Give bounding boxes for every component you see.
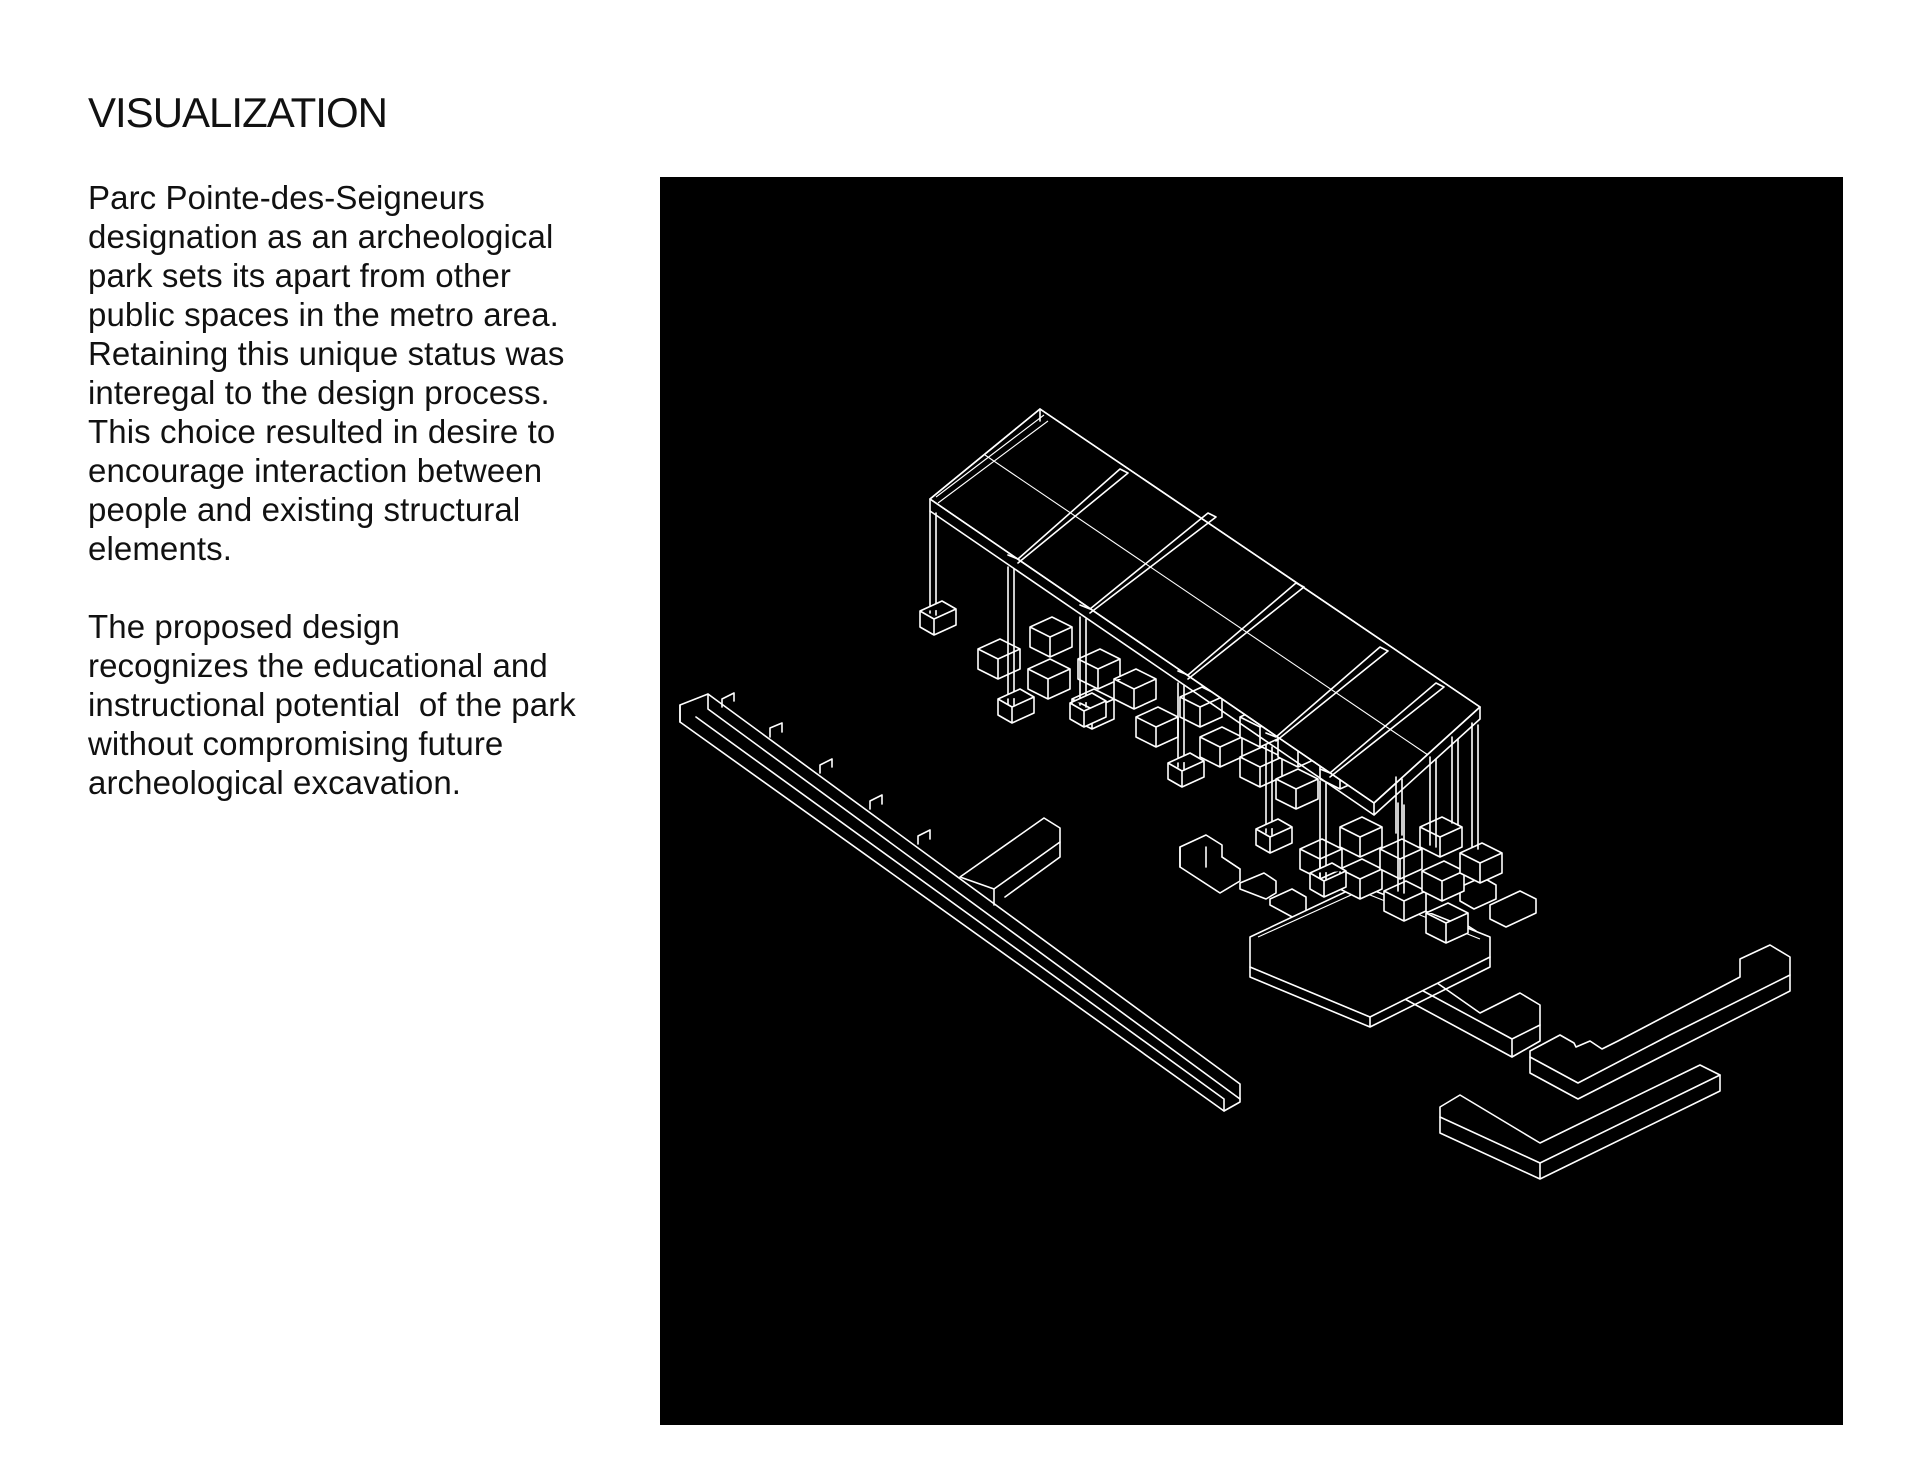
paragraph-line: elements. [88,530,232,567]
paragraph-design [88,607,648,802]
paragraph-line: interegal to the design process. [88,374,550,411]
paragraph-line: without compromising future [88,725,504,762]
text-column [88,178,648,841]
paragraph-line: This choice resulted in desire to [88,413,556,450]
paragraph-line: instructional potential of the park [88,686,576,723]
paragraph-line: Retaining this unique status was [88,335,565,372]
paragraph-line: The proposed design [88,608,400,645]
paragraph-line: recognizes the educational and [88,647,548,684]
paragraph-line: park sets its apart from other [88,257,511,294]
page-title: VISUALIZATION [88,89,387,136]
paragraph-line: archeological excavation. [88,764,462,801]
paragraph-intro [88,178,648,568]
paragraph-line: Parc Pointe-des-Seigneurs [88,179,485,216]
axonometric-wireframe [660,177,1843,1425]
paragraph-line: people and existing structural [88,491,521,528]
paragraph-line: encourage interaction between [88,452,543,489]
ruin-wall-left [680,693,1240,1111]
paragraph-line: designation as an archeological [88,218,554,255]
paragraph-line: public spaces in the metro area. [88,296,559,333]
axonometric-drawing-panel [660,177,1843,1425]
